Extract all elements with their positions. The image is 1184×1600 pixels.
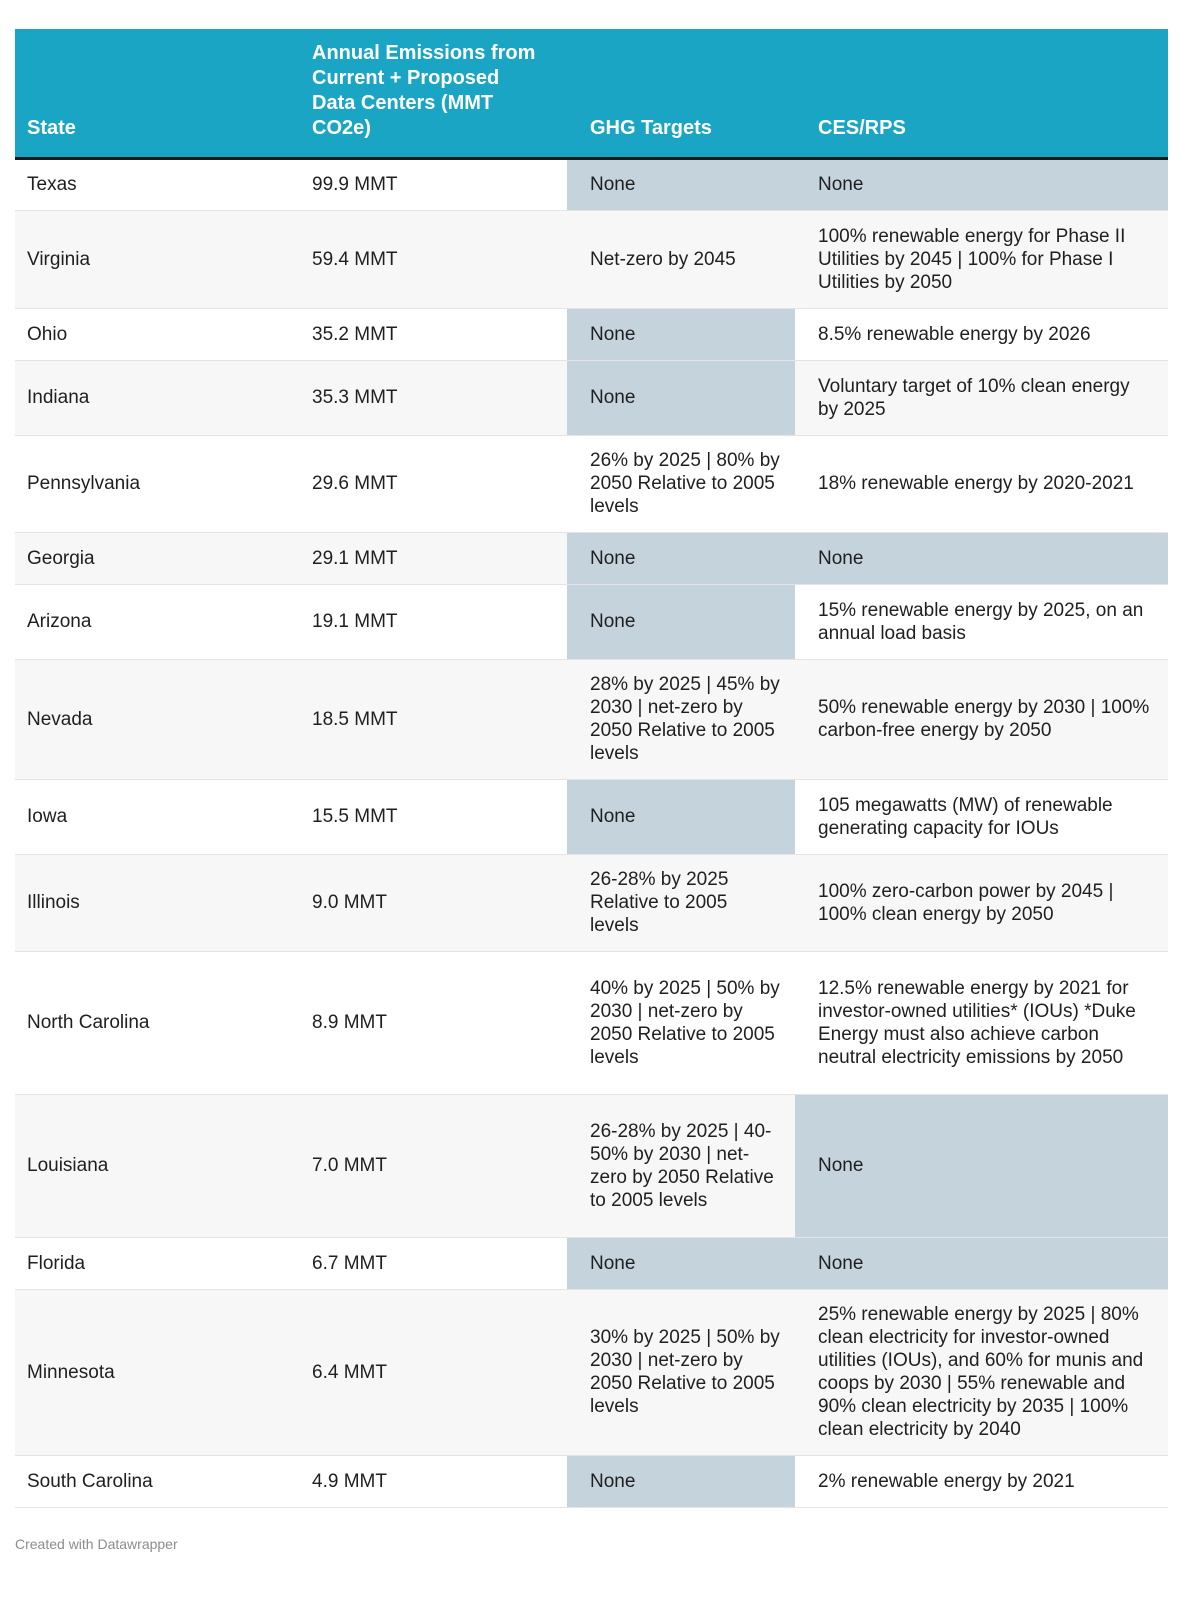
ces-rps-cell: 2% renewable energy by 2021 bbox=[795, 1455, 1168, 1507]
state-cell: Virginia bbox=[15, 210, 300, 308]
state-cell: Arizona bbox=[15, 584, 300, 659]
ces-rps-cell: 100% zero-carbon power by 2045 | 100% clean energy by 2050 bbox=[795, 854, 1168, 951]
table-row bbox=[15, 1094, 1168, 1237]
state-cell: Georgia bbox=[15, 532, 300, 584]
ghg-targets-cell: None bbox=[567, 360, 795, 435]
state-targets-table bbox=[15, 29, 1168, 1508]
ghg-targets-cell: 28% by 2025 | 45% by 2030 | net-zero by 2050 Relative to 2005 levels bbox=[567, 659, 795, 779]
state-cell: Illinois bbox=[15, 854, 300, 951]
table-row bbox=[15, 210, 1168, 308]
ces-rps-cell: None bbox=[795, 1237, 1168, 1289]
emissions-cell: 29.1 MMT bbox=[300, 532, 567, 584]
table-header bbox=[15, 29, 1168, 158]
ces-rps-cell: 105 megawatts (MW) of renewable generating capacity for IOUs bbox=[795, 779, 1168, 854]
ghg-targets-cell: 40% by 2025 | 50% by 2030 | net-zero by 2050 Relative to 2005 levels bbox=[567, 951, 795, 1094]
ghg-targets-cell: None bbox=[567, 1237, 795, 1289]
emissions-cell: 8.9 MMT bbox=[300, 951, 567, 1094]
ghg-targets-cell: None bbox=[567, 779, 795, 854]
state-cell: North Carolina bbox=[15, 951, 300, 1094]
table-row bbox=[15, 1289, 1168, 1455]
ces-rps-cell: None bbox=[795, 1094, 1168, 1237]
table-row bbox=[15, 779, 1168, 854]
ghg-targets-cell: None bbox=[567, 584, 795, 659]
ces-rps-cell: 18% renewable energy by 2020-2021 bbox=[795, 435, 1168, 532]
ghg-targets-cell: None bbox=[567, 308, 795, 360]
emissions-cell: 29.6 MMT bbox=[300, 435, 567, 532]
emissions-cell: 6.4 MMT bbox=[300, 1289, 567, 1455]
ghg-targets-cell: 30% by 2025 | 50% by 2030 | net-zero by 2050 Relative to 2005 levels bbox=[567, 1289, 795, 1455]
ces-rps-cell: 8.5% renewable energy by 2026 bbox=[795, 308, 1168, 360]
ces-rps-cell: 15% renewable energy by 2025, on an annual load basis bbox=[795, 584, 1168, 659]
emissions-cell: 59.4 MMT bbox=[300, 210, 567, 308]
state-cell: Ohio bbox=[15, 308, 300, 360]
state-cell: Indiana bbox=[15, 360, 300, 435]
ghg-targets-cell: 26-28% by 2025 | 40-50% by 2030 | net-zero by 2050 Relative to 2005 levels bbox=[567, 1094, 795, 1237]
state-cell: Florida bbox=[15, 1237, 300, 1289]
table-row bbox=[15, 532, 1168, 584]
table-row bbox=[15, 854, 1168, 951]
table-row bbox=[15, 584, 1168, 659]
table-row bbox=[15, 158, 1168, 210]
ghg-targets-cell: 26% by 2025 | 80% by 2050 Relative to 2005 levels bbox=[567, 435, 795, 532]
emissions-cell: 6.7 MMT bbox=[300, 1237, 567, 1289]
state-cell: Texas bbox=[15, 158, 300, 210]
table-row bbox=[15, 951, 1168, 1094]
state-cell: Pennsylvania bbox=[15, 435, 300, 532]
emissions-cell: 9.0 MMT bbox=[300, 854, 567, 951]
state-cell: Minnesota bbox=[15, 1289, 300, 1455]
emissions-cell: 35.3 MMT bbox=[300, 360, 567, 435]
table-row bbox=[15, 308, 1168, 360]
column-header-ghg-targets[interactable]: GHG Targets bbox=[567, 29, 795, 158]
state-cell: Louisiana bbox=[15, 1094, 300, 1237]
header-row bbox=[15, 29, 1168, 158]
emissions-cell: 35.2 MMT bbox=[300, 308, 567, 360]
table-row bbox=[15, 1237, 1168, 1289]
column-header-state[interactable]: State bbox=[15, 29, 300, 158]
state-cell: South Carolina bbox=[15, 1455, 300, 1507]
ghg-targets-cell: None bbox=[567, 532, 795, 584]
ces-rps-cell: 100% renewable energy for Phase II Utilities by 2045 | 100% for Phase I Utilities by 2050 bbox=[795, 210, 1168, 308]
ghg-targets-cell: 26-28% by 2025 Relative to 2005 levels bbox=[567, 854, 795, 951]
table-body bbox=[15, 158, 1168, 1507]
ghg-targets-cell: Net-zero by 2045 bbox=[567, 210, 795, 308]
table-row bbox=[15, 435, 1168, 532]
table-row bbox=[15, 360, 1168, 435]
ces-rps-cell: 25% renewable energy by 2025 | 80% clean electricity for investor-owned utilities (IOUs), and 60% for munis and coops by 2030 | 55% renewable and 90% clean electricity by 2035 | 100% clean electricity by 2040 bbox=[795, 1289, 1168, 1455]
data-table-container bbox=[15, 29, 1168, 1508]
emissions-cell: 7.0 MMT bbox=[300, 1094, 567, 1237]
ces-rps-cell: 12.5% renewable energy by 2021 for investor-owned utilities* (IOUs) *Duke Energy must also achieve carbon neutral electricity emissions by 2050 bbox=[795, 951, 1168, 1094]
emissions-cell: 99.9 MMT bbox=[300, 158, 567, 210]
emissions-cell: 15.5 MMT bbox=[300, 779, 567, 854]
emissions-cell: 19.1 MMT bbox=[300, 584, 567, 659]
ghg-targets-cell: None bbox=[567, 1455, 795, 1507]
state-cell: Nevada bbox=[15, 659, 300, 779]
datawrapper-credit: Created with Datawrapper bbox=[15, 1536, 178, 1552]
ces-rps-cell: None bbox=[795, 532, 1168, 584]
table-row bbox=[15, 659, 1168, 779]
state-cell: Iowa bbox=[15, 779, 300, 854]
ghg-targets-cell: None bbox=[567, 158, 795, 210]
emissions-cell: 4.9 MMT bbox=[300, 1455, 567, 1507]
emissions-cell: 18.5 MMT bbox=[300, 659, 567, 779]
column-header-ces-rps[interactable]: CES/RPS bbox=[795, 29, 1168, 158]
column-header-emissions[interactable]: Annual Emissions from Current + Proposed Data Centers (MMT CO2e) bbox=[300, 29, 567, 158]
table-row bbox=[15, 1455, 1168, 1507]
ces-rps-cell: None bbox=[795, 158, 1168, 210]
ces-rps-cell: Voluntary target of 10% clean energy by 2025 bbox=[795, 360, 1168, 435]
ces-rps-cell: 50% renewable energy by 2030 | 100% carbon-free energy by 2050 bbox=[795, 659, 1168, 779]
